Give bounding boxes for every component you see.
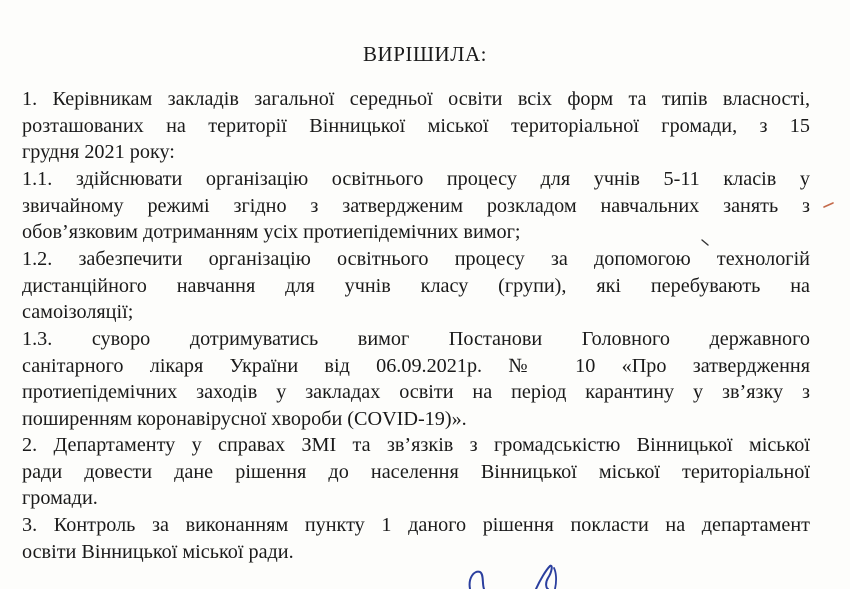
paragraph-line: 3. Контроль за виконанням пункту 1 даного рішення покласти на департамент bbox=[22, 514, 810, 536]
paragraph-line: самоізоляції; bbox=[22, 301, 134, 324]
paragraph-1-1 bbox=[22, 166, 810, 246]
paragraph-1-2 bbox=[22, 246, 810, 326]
paragraph-1 bbox=[22, 86, 810, 166]
paragraph-line: грудня 2021 року: bbox=[22, 141, 175, 164]
pen-mark bbox=[822, 200, 836, 210]
paragraph-line: громади. bbox=[22, 487, 98, 510]
paragraph-line: розташованих на території Вінницької міської територіальної громади, з 15 bbox=[22, 114, 810, 137]
paragraph-2 bbox=[22, 432, 810, 512]
signature-image bbox=[462, 560, 582, 589]
paragraph-line: 1. Керівникам закладів загальної середньої освіти всіх форм та типів власності, bbox=[22, 88, 810, 110]
paragraph-line: поширенням коронавірусної хвороби (COVID-19)». bbox=[22, 407, 467, 430]
paragraph-line: санітарного лікаря України від 06.09.2021р. № 10 «Про затвердження bbox=[22, 354, 810, 377]
paragraph-line: протиепідемічних заходів у закладах освіти на період карантину у зв’язку з bbox=[22, 381, 810, 404]
paragraph-line: обов’язковим дотриманням усіх протиепідемічних вимог; bbox=[22, 221, 521, 244]
paragraph-1-3 bbox=[22, 326, 810, 432]
paragraph-line: дистанційного навчання для учнів класу (групи), які перебувають на bbox=[22, 274, 810, 297]
paragraph-line: 1.3. суворо дотримуватись вимог Постанови Головного державного bbox=[22, 328, 810, 350]
paragraph-line: 2. Департаменту у справах ЗМІ та зв’язків з громадськістю Вінницької міської bbox=[22, 434, 810, 456]
paragraph-line: 1.2. забезпечити організацію освітнього процесу за допомогою технологій bbox=[22, 248, 810, 270]
paragraph-line: звичайному режимі згідно з затвердженим розкладом навчальних занять з bbox=[22, 194, 810, 217]
paragraph-line: 1.1. здійснювати організацію освітнього процесу для учнів 5-11 класів у bbox=[22, 168, 810, 190]
paragraph-line: ради довести дане рішення до населення Вінницької міської територіальної bbox=[22, 460, 810, 483]
paragraph-line: освіти Вінницької міської ради. bbox=[22, 540, 294, 563]
paragraph-3 bbox=[22, 512, 810, 565]
decision-heading: ВИРІШИЛА: bbox=[363, 42, 487, 66]
pen-mark bbox=[700, 238, 712, 248]
